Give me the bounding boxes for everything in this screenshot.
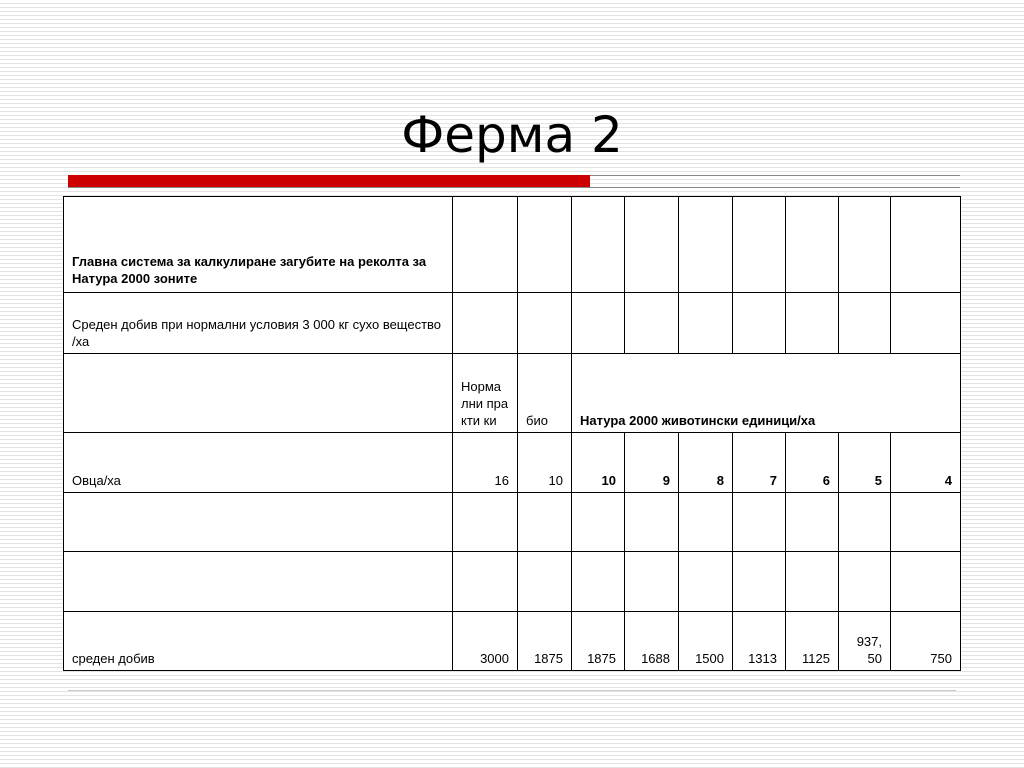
cell-yield-bio: 1875 <box>518 612 572 671</box>
cell-sheep-natura-1: 10 <box>572 433 625 493</box>
table-cell <box>891 293 961 354</box>
cell-sheep-natura-2: 9 <box>625 433 679 493</box>
table-cell <box>625 197 679 293</box>
table-row <box>64 433 961 493</box>
table-cell <box>679 197 733 293</box>
table-cell <box>518 293 572 354</box>
table-cell <box>786 493 839 552</box>
cell-sheep-natura-6: 5 <box>839 433 891 493</box>
row-label-sheep: Овца/ха <box>64 433 453 493</box>
table-cell <box>891 552 961 612</box>
slide-title: Ферма 2 <box>401 106 623 164</box>
table-cell <box>518 493 572 552</box>
table-cell <box>625 552 679 612</box>
table-cell <box>839 552 891 612</box>
cell-sheep-natura-7: 4 <box>891 433 961 493</box>
cell-sheep-normal: 16 <box>453 433 518 493</box>
title-underline-thin-bottom <box>68 187 960 188</box>
cell-yield-natura-7: 750 <box>891 612 961 671</box>
table-row <box>64 354 961 433</box>
table-cell <box>786 552 839 612</box>
table-cell <box>733 197 786 293</box>
table-cell <box>786 197 839 293</box>
table-cell <box>733 552 786 612</box>
table-cell <box>64 552 453 612</box>
table-row <box>64 612 961 671</box>
table-cell <box>839 293 891 354</box>
footer-divider <box>68 690 956 691</box>
table-cell <box>839 197 891 293</box>
cell-yield-natura-2: 1688 <box>625 612 679 671</box>
cell-sheep-natura-3: 8 <box>679 433 733 493</box>
table-cell <box>679 293 733 354</box>
cell-sheep-bio: 10 <box>518 433 572 493</box>
table-cell <box>64 493 453 552</box>
cell-yield-normal: 3000 <box>453 612 518 671</box>
title-accent-bar <box>68 175 590 187</box>
table-cell <box>625 493 679 552</box>
table-cell <box>453 493 518 552</box>
table-cell <box>572 293 625 354</box>
cell-yield-natura-1: 1875 <box>572 612 625 671</box>
table-row <box>64 552 961 612</box>
row-label-average-yield: среден добив <box>64 612 453 671</box>
data-table <box>63 196 961 671</box>
table-cell <box>679 552 733 612</box>
cell-sheep-natura-4: 7 <box>733 433 786 493</box>
table-cell <box>839 493 891 552</box>
table-row <box>64 293 961 354</box>
table-cell <box>679 493 733 552</box>
table-cell <box>453 197 518 293</box>
table-cell <box>891 197 961 293</box>
table-cell <box>572 552 625 612</box>
row-label-average-yield-normal: Среден добив при нормални условия 3 000 кг сухо вещество /ха <box>64 293 453 354</box>
table-cell <box>625 293 679 354</box>
cell-yield-natura-3: 1500 <box>679 612 733 671</box>
table-cell <box>572 197 625 293</box>
cell-sheep-natura-5: 6 <box>786 433 839 493</box>
cell-yield-natura-6: 937, 50 <box>839 612 891 671</box>
header-natura-units: Натура 2000 животински единици/ха <box>572 354 961 433</box>
table-row <box>64 197 961 293</box>
table-cell <box>891 493 961 552</box>
row-label-main-system: Главна система за калкулиране загубите на реколта за Натура 2000 зоните <box>64 197 453 293</box>
table-cell <box>518 552 572 612</box>
table-cell <box>786 293 839 354</box>
table-cell <box>453 293 518 354</box>
cell-yield-natura-5: 1125 <box>786 612 839 671</box>
table-cell <box>518 197 572 293</box>
table-cell <box>64 354 453 433</box>
table-cell <box>733 493 786 552</box>
table-cell <box>572 493 625 552</box>
table-cell <box>453 552 518 612</box>
header-normal-practices: Норма лни практи ки <box>453 354 518 433</box>
table-row <box>64 493 961 552</box>
table-cell <box>733 293 786 354</box>
header-bio: био <box>518 354 572 433</box>
cell-yield-natura-4: 1313 <box>733 612 786 671</box>
